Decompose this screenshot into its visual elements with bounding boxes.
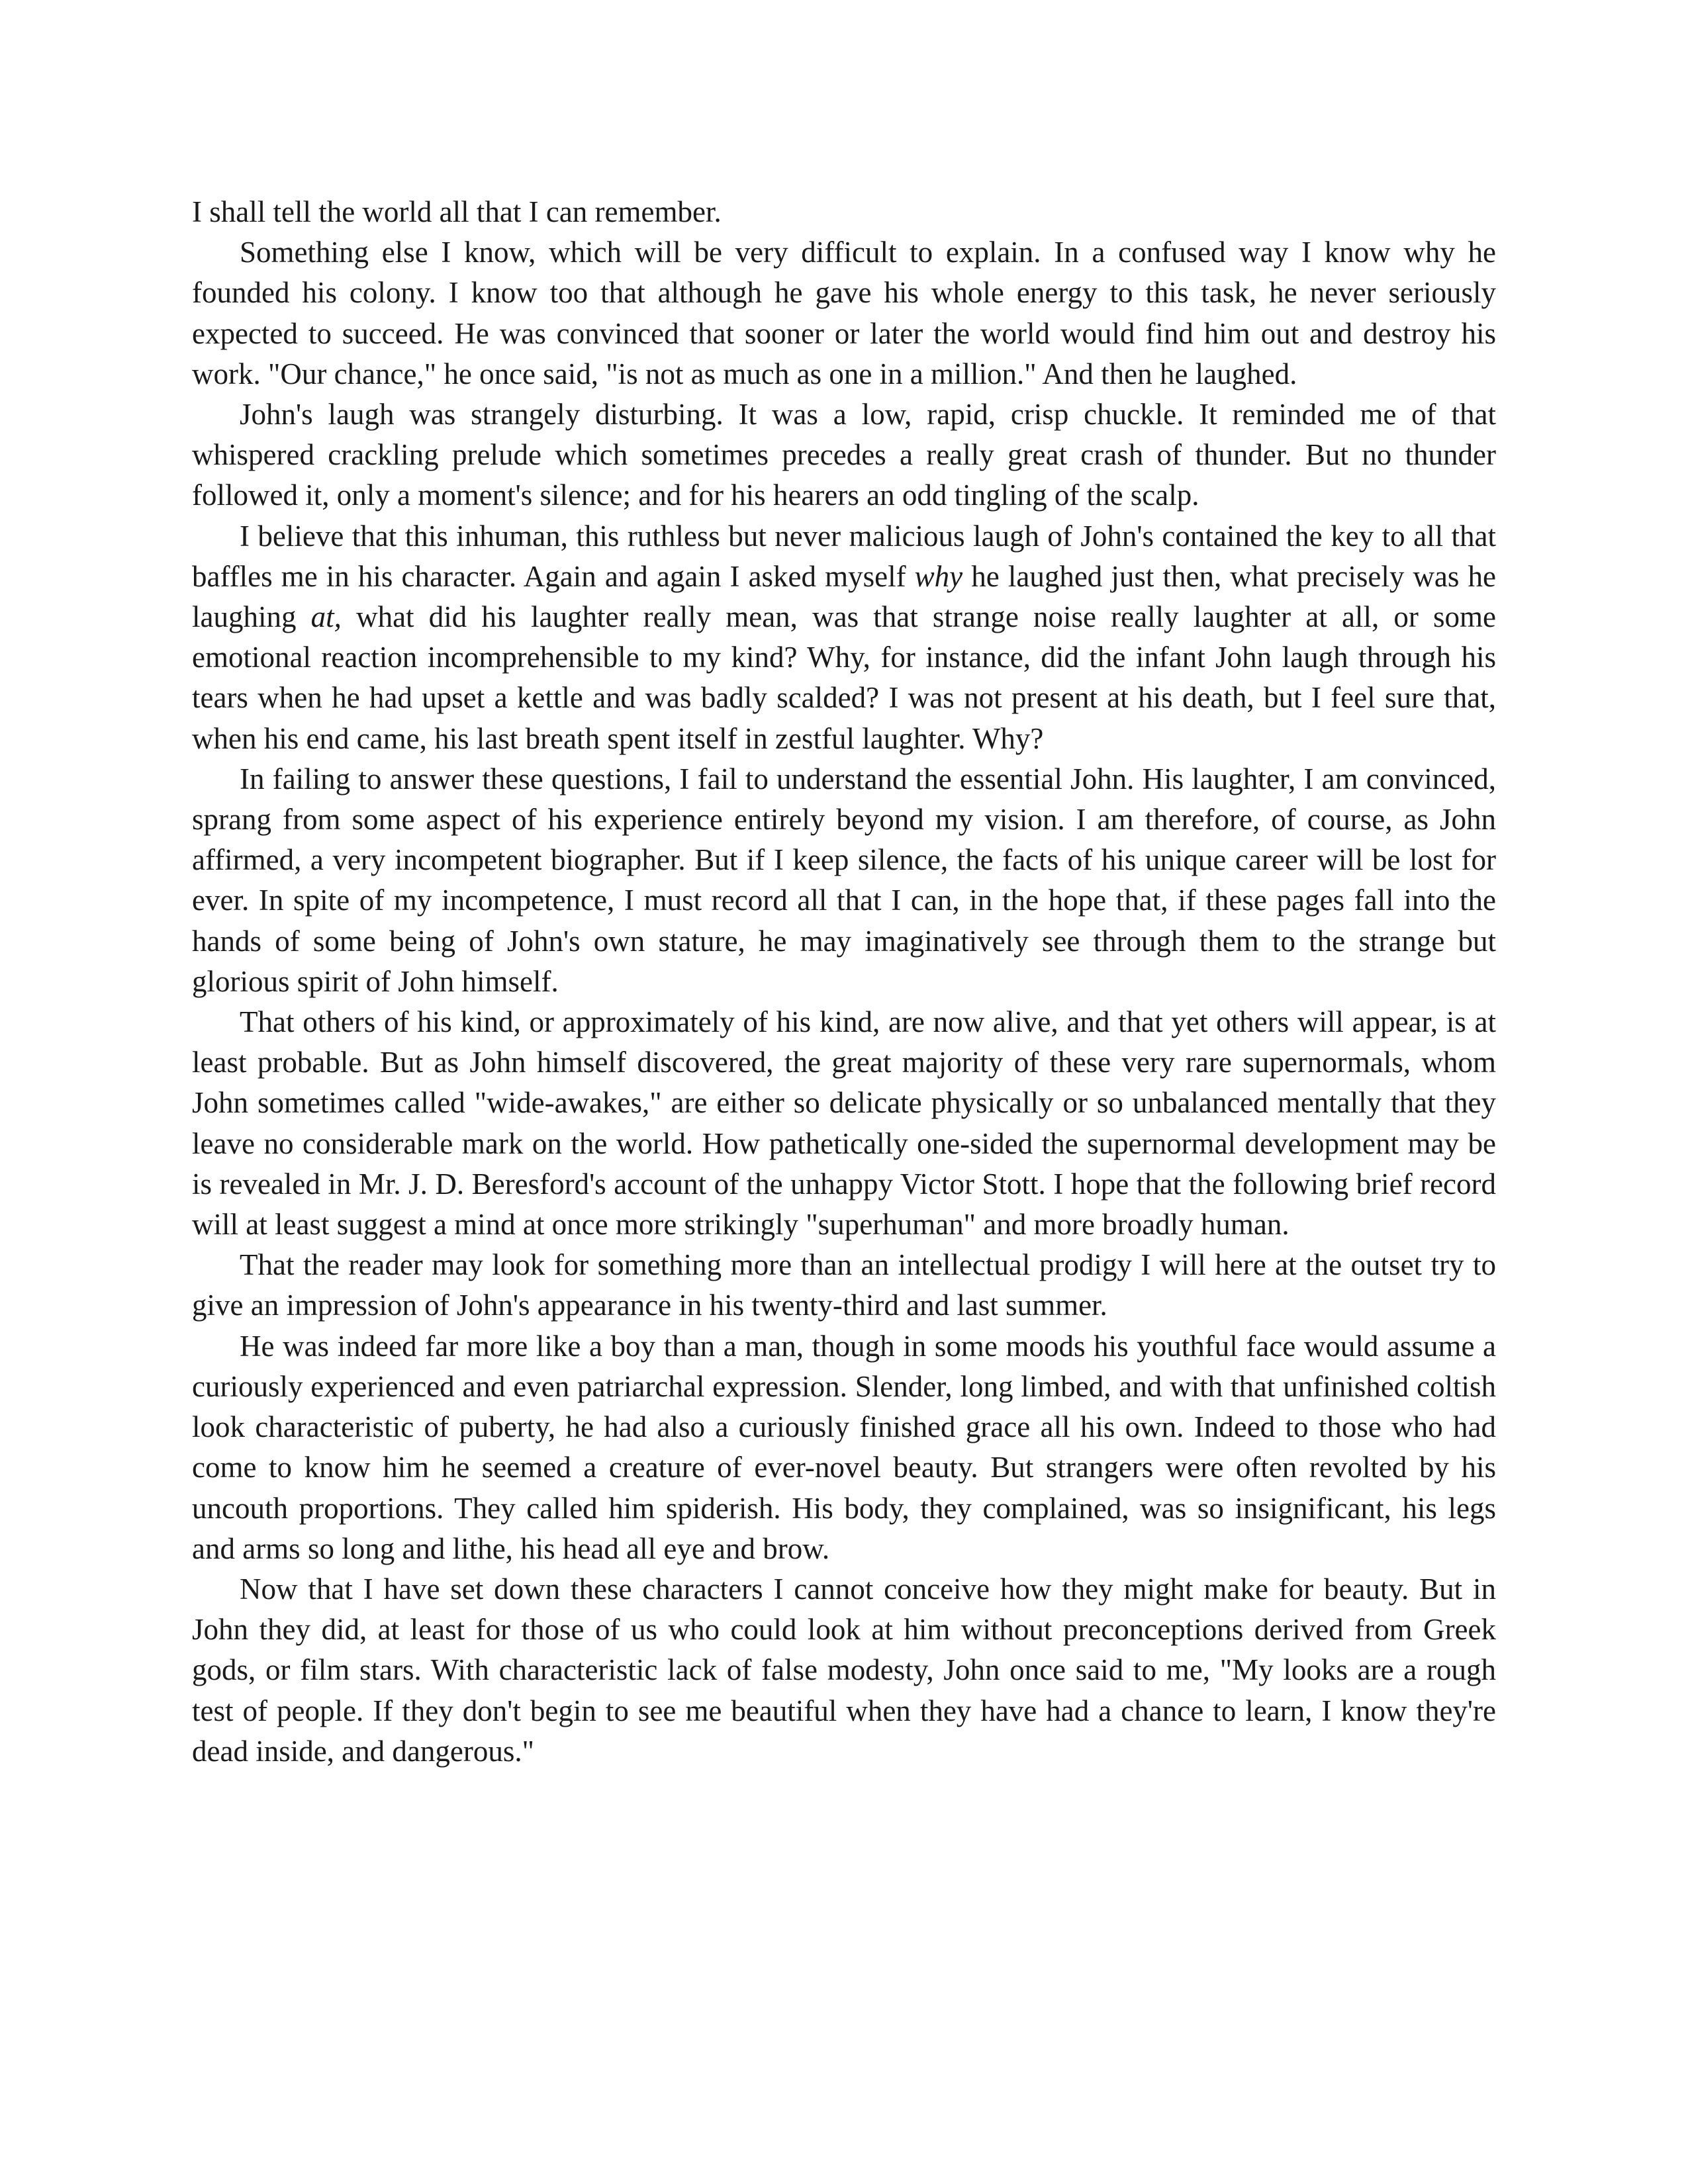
book-page — [192, 192, 1496, 1772]
paragraph-2 — [192, 232, 1496, 394]
paragraph-7 — [192, 1245, 1496, 1326]
paragraph-4 — [192, 516, 1496, 759]
paragraph-2-text: Something else I know, which will be very difficult to explain. In a confused way I know why he founded his colony. I know too that although he gave his whole energy to this task, he never seriously expected to succeed. He was convinced that sooner or later the world would find him out and destroy his work. "Our chance," he once said, "is not as much as one in a million." And then he laughed. — [192, 236, 1496, 390]
paragraph-4-italic-at: at, — [310, 600, 342, 634]
paragraph-7-text: That the reader may look for something more than an intellectual prodigy I will here at the outset try to give an impression of John's appearance in his twenty-third and last summer. — [192, 1248, 1496, 1322]
paragraph-9 — [192, 1569, 1496, 1772]
paragraph-8 — [192, 1326, 1496, 1569]
paragraph-9-text: Now that I have set down these characters I cannot conceive how they might make for beauty. But in John they did, at least for those of us who could look at him without preconceptions derived from Greek gods, or film stars. With characteristic lack of false modesty, John once said to me, "My looks are a rough test of people. If they don't begin to see me beautiful when they have had a chance to learn, I know they're dead inside, and dangerous." — [192, 1572, 1496, 1768]
paragraph-3-text: John's laugh was strangely disturbing. It was a low, rapid, crisp chuckle. It reminded me of that whispered crackling prelude which sometimes precedes a really great crash of thunder. But no thunder followed it, only a moment's silence; and for his hearers an odd tingling of the scalp. — [192, 398, 1496, 512]
paragraph-5-text: In failing to answer these questions, I fail to understand the essential John. His laughter, I am convinced, sprang from some aspect of his experience entirely beyond my vision. I am therefore, of course, as John affirmed, a very incompetent biographer. But if I keep silence, the facts of his unique career will be lost for ever. In spite of my incompetence, I must record all that I can, in the hope that, if these pages fall into the hands of some being of John's own stature, he may imaginatively see through them to the strange but glorious spirit of John himself. — [192, 762, 1496, 998]
paragraph-4-text-c: what did his laughter really mean, was that strange noise really laughter at all, or some emotional reaction incomprehensible to my kind? Why, for instance, did the infant John laugh through his tears when he had upset a kettle and was badly scalded? I was not present at his death, but I feel sure that, when his end came, his last breath spent itself in zestful laughter. Why? — [192, 600, 1496, 755]
paragraph-1 — [192, 192, 1496, 232]
paragraph-5 — [192, 759, 1496, 1002]
paragraph-4-text-b: he laughed just then, what precisely was he laughing — [192, 559, 1496, 634]
paragraph-4-text-a: I believe that this inhuman, this ruthless but never malicious laugh of John's contained the key to all that baffles me in his character. Again and again I asked myself — [192, 519, 1496, 593]
paragraph-3 — [192, 394, 1496, 516]
paragraph-6-text: That others of his kind, or approximately of his kind, are now alive, and that yet others will appear, is at least probable. But as John himself discovered, the great majority of these very rare supernormals, whom John sometimes called "wide-awakes," are either so delicate physically or so unbalanced mentally that they leave no considerable mark on the world. How pathetically one-sided the supernormal development may be is revealed in Mr. J. D. Beresford's account of the unhappy Victor Stott. I hope that the following brief record will at least suggest a mind at once more strikingly "superhuman" and more broadly human. — [192, 1005, 1496, 1242]
paragraph-8-text: He was indeed far more like a boy than a man, though in some moods his youthful face would assume a curiously experienced and even patriarchal expression. Slender, long limbed, and with that unfinished coltish look characteristic of puberty, he had also a curiously finished grace all his own. Indeed to those who had come to know him he seemed a creature of ever-novel beauty. But strangers were often revolted by his uncouth proportions. They called him spiderish. His body, they complained, was so insignificant, his legs and arms so long and lithe, his head all eye and brow. — [192, 1329, 1496, 1565]
paragraph-1-text: I shall tell the world all that I can remember. — [192, 195, 722, 228]
paragraph-4-italic-why: why — [914, 559, 963, 593]
paragraph-6 — [192, 1002, 1496, 1245]
